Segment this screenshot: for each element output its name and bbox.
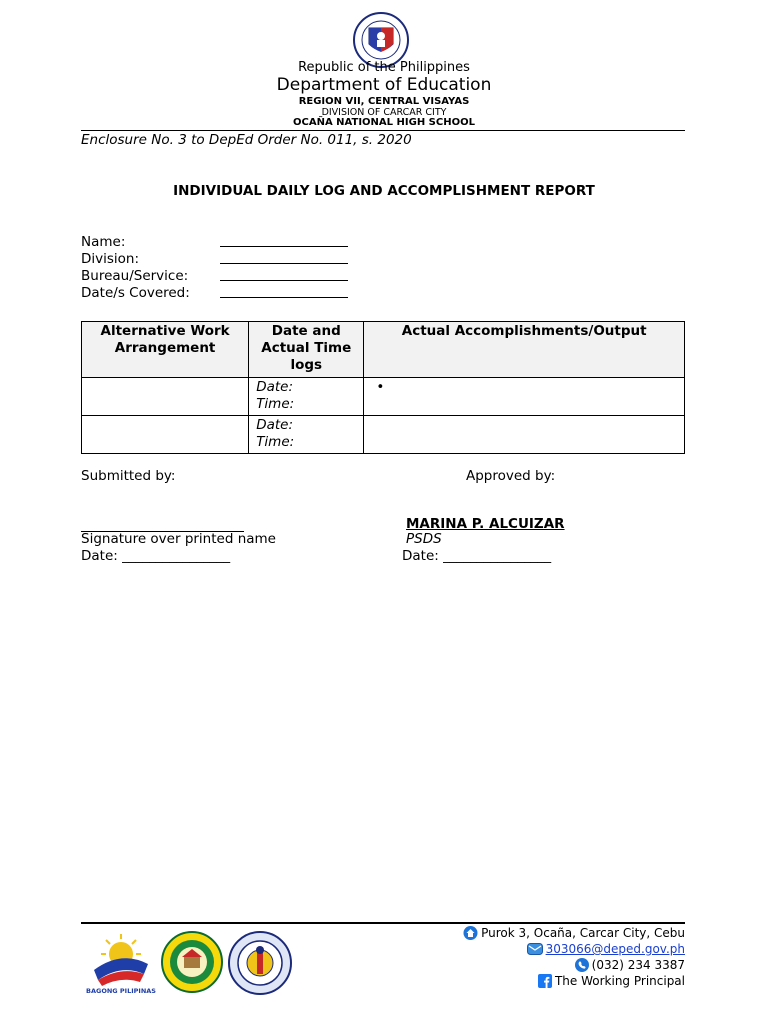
phone-row <box>463 957 685 973</box>
work-arrangement-cell[interactable] <box>82 416 249 454</box>
report-title: INDIVIDUAL DAILY LOG AND ACCOMPLISHMENT REPORT <box>173 183 595 199</box>
field-label: Date/s Covered: <box>81 285 190 301</box>
field-name <box>81 234 348 251</box>
school-seal-logo <box>160 930 224 994</box>
date-time-cell[interactable] <box>249 416 364 454</box>
field-dates <box>81 285 348 302</box>
enclosure-note: Enclosure No. 3 to DepEd Order No. 011, s. 2020 <box>81 132 412 148</box>
field-label: Bureau/Service: <box>81 268 189 284</box>
address-text: Purok 3, Ocaña, Carcar City, Cebu <box>481 926 685 940</box>
approver-title: PSDS <box>406 531 442 547</box>
date-label: Date: <box>256 379 294 395</box>
accomplishment-cell[interactable] <box>364 378 685 416</box>
email-row <box>463 941 685 957</box>
bagong-pilipinas-logo <box>84 930 158 996</box>
school-name: OCAÑA NATIONAL HIGH SCHOOL <box>293 117 475 128</box>
time-label: Time: <box>256 396 295 412</box>
department-name: Department of Education <box>276 75 492 95</box>
approved-by-label: Approved by: <box>466 468 556 484</box>
table-row <box>82 416 685 454</box>
address-row <box>463 925 685 941</box>
table-row <box>82 378 685 416</box>
personal-fields <box>81 234 348 302</box>
footer-divider <box>81 922 685 924</box>
date-time-cell[interactable] <box>249 378 364 416</box>
work-arrangement-cell[interactable] <box>82 378 249 416</box>
table-header-row <box>82 322 685 378</box>
ocana-nhs-logo <box>227 930 293 996</box>
field-label: Division: <box>81 251 140 267</box>
facebook-row <box>463 973 685 989</box>
field-bureau <box>81 268 348 285</box>
name-blank[interactable] <box>220 234 348 247</box>
facebook-icon <box>538 974 552 988</box>
home-icon <box>463 926 478 940</box>
field-division <box>81 251 348 268</box>
date-label: Date: <box>256 417 294 433</box>
header-divider <box>81 130 685 131</box>
submitted-by-label: Submitted by: <box>81 468 176 484</box>
division-label: DIVISION OF CARCAR CITY <box>321 107 447 118</box>
email-icon <box>527 943 543 955</box>
submitted-date: Date: ________________ <box>81 548 231 564</box>
header-work-arrangement: Alternative Work Arrangement <box>82 322 249 378</box>
region-label: REGION VII, CENTRAL VISAYAS <box>298 96 470 107</box>
svg-text:BAGONG PILIPINAS: BAGONG PILIPINAS <box>86 987 156 995</box>
footer-contact <box>463 925 685 989</box>
phone-icon <box>575 958 589 972</box>
email-link[interactable]: 303066@deped.gov.ph <box>545 942 685 956</box>
republic-label: Republic of the Philippines <box>298 60 470 75</box>
time-label: Time: <box>256 434 295 450</box>
phone-text: (032) 234 3387 <box>591 958 685 972</box>
approved-date: Date: ________________ <box>402 548 552 564</box>
bullet-mark: • <box>376 379 385 395</box>
header-date-time: Date and Actual Time logs <box>249 322 364 378</box>
daily-log-table <box>81 321 685 454</box>
approver-name: MARINA P. ALCUIZAR <box>406 516 565 532</box>
signature-caption: Signature over printed name <box>81 531 276 547</box>
accomplishment-cell[interactable] <box>364 416 685 454</box>
dates-blank[interactable] <box>220 285 348 298</box>
division-blank[interactable] <box>220 251 348 264</box>
bureau-blank[interactable] <box>220 268 348 281</box>
header-accomplishments: Actual Accomplishments/Output <box>364 322 685 378</box>
facebook-page-link[interactable]: The Working Principal <box>554 974 685 988</box>
field-label: Name: <box>81 234 126 250</box>
